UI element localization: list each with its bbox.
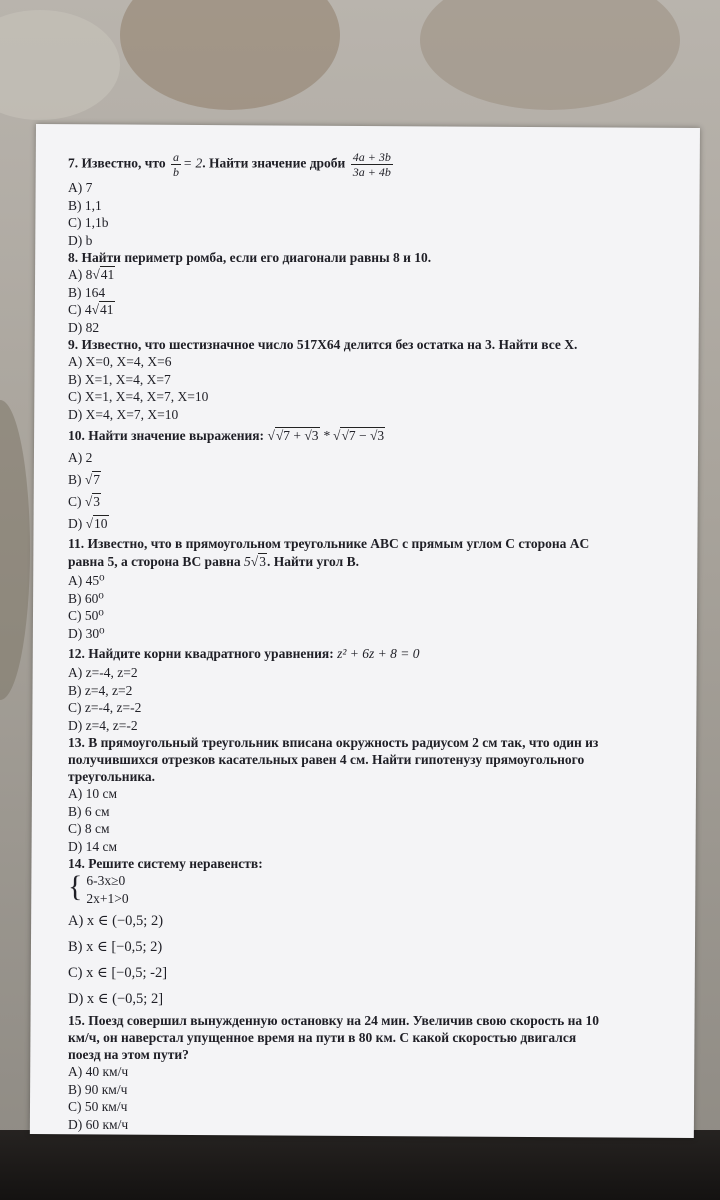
system-brace: { bbox=[68, 870, 83, 903]
answer-option: D) z=4, z=-2 bbox=[68, 717, 138, 733]
question-8: 8. Найти периметр ромба, если его диагонали равны 8 и 10. bbox=[68, 250, 432, 265]
answer-option: D) 14 см bbox=[68, 838, 118, 854]
sqrt-expression: √41 bbox=[91, 302, 114, 317]
answer-option: D) 30⁰ bbox=[68, 625, 105, 641]
question-11-prefix: равна 5, а сторона BC равна bbox=[68, 554, 241, 569]
question-7 bbox=[68, 150, 678, 179]
fraction-numerator: 4a + 3b bbox=[352, 150, 391, 164]
answer-option: C) 1,1b bbox=[68, 215, 109, 230]
fraction-a-over-b bbox=[171, 150, 181, 179]
radicand: 41 bbox=[100, 267, 115, 282]
fraction-denominator: b bbox=[172, 165, 179, 179]
answer-option: D) 82 bbox=[68, 319, 100, 335]
answer-option: A) 2 bbox=[68, 450, 93, 465]
sqrt-expression: √41 bbox=[92, 267, 115, 282]
question-13-line-1: 13. В прямоугольный треугольник вписана окружность радиусом 2 см так, что один из bbox=[68, 735, 599, 750]
inequality-system bbox=[68, 872, 678, 908]
radicand: 7 bbox=[93, 472, 101, 487]
tablecloth-pattern bbox=[0, 10, 120, 120]
question-11-line-2 bbox=[68, 552, 678, 572]
multiply-sign: * bbox=[322, 428, 330, 443]
answer-option: C) x ∈ [−0,5; -2] bbox=[68, 965, 168, 981]
answer-option: B) 164 bbox=[68, 284, 106, 300]
question-11-suffix: . Найти угол B. bbox=[266, 554, 359, 569]
answer-option: C) 50 км/ч bbox=[68, 1099, 128, 1114]
fraction-denominator: 3a + 4b bbox=[352, 165, 391, 179]
answer-option: B) z=4, z=2 bbox=[68, 682, 133, 698]
coefficient: 5 bbox=[244, 554, 251, 569]
answer-option bbox=[68, 469, 678, 491]
answer-option: A) 40 км/ч bbox=[68, 1064, 129, 1079]
answer-option: D) 60 км/ч bbox=[68, 1116, 129, 1132]
radicand: 10 bbox=[94, 516, 108, 531]
answer-option: D) X=4, X=7, X=10 bbox=[68, 406, 179, 422]
answer-option: C) z=-4, z=-2 bbox=[68, 700, 142, 715]
answer-option: A) 10 см bbox=[68, 786, 118, 801]
radicand: √7 + √3 bbox=[275, 428, 319, 443]
sqrt-expression: √3 bbox=[250, 554, 266, 569]
question-15-line-1: 15. Поезд совершил вынужденную остановку на 24 мин. Увеличив свою скорость на 10 bbox=[68, 1013, 600, 1028]
answer-option: B) x ∈ [−0,5; 2) bbox=[68, 939, 163, 955]
question-7-mid: . Найти значение дроби bbox=[202, 155, 346, 171]
option-prefix: C) bbox=[68, 494, 82, 509]
radicand: 3 bbox=[93, 494, 101, 509]
question-9: 9. Известно, что шестизначное число 517X64 делится без остатка на 3. Найти все X. bbox=[68, 337, 578, 352]
question-13-line-3: треугольника. bbox=[68, 769, 156, 784]
quadratic-equation: z² + 6z + 8 = 0 bbox=[337, 646, 420, 661]
sqrt-expression: √3 bbox=[84, 494, 101, 509]
option-prefix: C) 4 bbox=[68, 302, 92, 317]
question-13-line-2: получившихся отрезков касательных равен 4 см. Найти гипотенузу прямоугольного bbox=[68, 752, 585, 767]
dark-floor bbox=[0, 1130, 720, 1200]
answer-option: B) 90 км/ч bbox=[68, 1081, 128, 1097]
answer-option bbox=[68, 491, 678, 513]
sqrt-expression: √√7 + √3 bbox=[267, 428, 319, 443]
worksheet-content bbox=[68, 150, 678, 1133]
option-prefix: D) bbox=[68, 516, 83, 531]
radicand: 3 bbox=[259, 554, 266, 569]
inequality: 6-3x≥0 bbox=[86, 873, 126, 888]
answer-option: A) 45⁰ bbox=[68, 573, 105, 588]
sqrt-expression: √√7 − √3 bbox=[333, 428, 385, 443]
radicand: 41 bbox=[100, 302, 114, 317]
sqrt-expression: √7 bbox=[84, 472, 101, 487]
answer-option: B) 6 см bbox=[68, 803, 110, 819]
answer-option: D) x ∈ (−0,5; 2] bbox=[68, 991, 164, 1007]
answer-option bbox=[68, 301, 678, 319]
answer-option: C) X=1, X=4, X=7, X=10 bbox=[68, 389, 209, 404]
option-prefix: A) 8 bbox=[68, 267, 93, 282]
answer-option: B) 60⁰ bbox=[68, 590, 104, 606]
question-10-text: 10. Найти значение выражения: bbox=[68, 428, 265, 443]
question-12-text: 12. Найдите корни квадратного уравнения: bbox=[68, 646, 334, 661]
answer-option: A) 7 bbox=[68, 180, 93, 195]
equals-two: = 2 bbox=[182, 155, 203, 171]
answer-option bbox=[68, 266, 678, 284]
fraction-numerator: a bbox=[172, 150, 179, 164]
question-15-line-2: км/ч, он наверстал упущенное время на пути в 80 км. С какой скоростью двигался bbox=[68, 1030, 577, 1045]
answer-option bbox=[68, 513, 678, 535]
answer-option: B) X=1, X=4, X=7 bbox=[68, 371, 171, 387]
question-11-line-1: 11. Известно, что в прямоугольном треугольнике ABC с прямым углом C сторона AC bbox=[68, 536, 590, 551]
sqrt-expression: √10 bbox=[85, 516, 108, 531]
tablecloth-pattern bbox=[420, 0, 680, 110]
answer-option: A) z=-4, z=2 bbox=[68, 665, 138, 680]
question-12 bbox=[68, 644, 678, 664]
fraction-expression bbox=[351, 150, 393, 179]
answer-option: B) 1,1 bbox=[68, 197, 102, 213]
tablecloth-pattern bbox=[0, 400, 30, 700]
answer-option: A) x ∈ (−0,5; 2) bbox=[68, 913, 164, 929]
radicand: √7 − √3 bbox=[341, 428, 385, 443]
inequality-lines bbox=[86, 872, 128, 908]
question-10 bbox=[68, 425, 678, 447]
question-7-prefix: 7. Известно, что bbox=[68, 155, 166, 171]
answer-option: C) 50⁰ bbox=[68, 608, 104, 623]
question-15-line-3: поезд на этом пути? bbox=[68, 1047, 189, 1062]
answer-option: D) b bbox=[68, 232, 93, 248]
question-14: 14. Решите систему неравенств: bbox=[68, 856, 263, 871]
tablecloth-pattern bbox=[120, 0, 340, 110]
inequality: 2x+1>0 bbox=[86, 891, 129, 906]
answer-option: A) X=0, X=4, X=6 bbox=[68, 354, 172, 369]
answer-option: C) 8 см bbox=[68, 821, 110, 836]
option-prefix: B) bbox=[68, 472, 82, 487]
